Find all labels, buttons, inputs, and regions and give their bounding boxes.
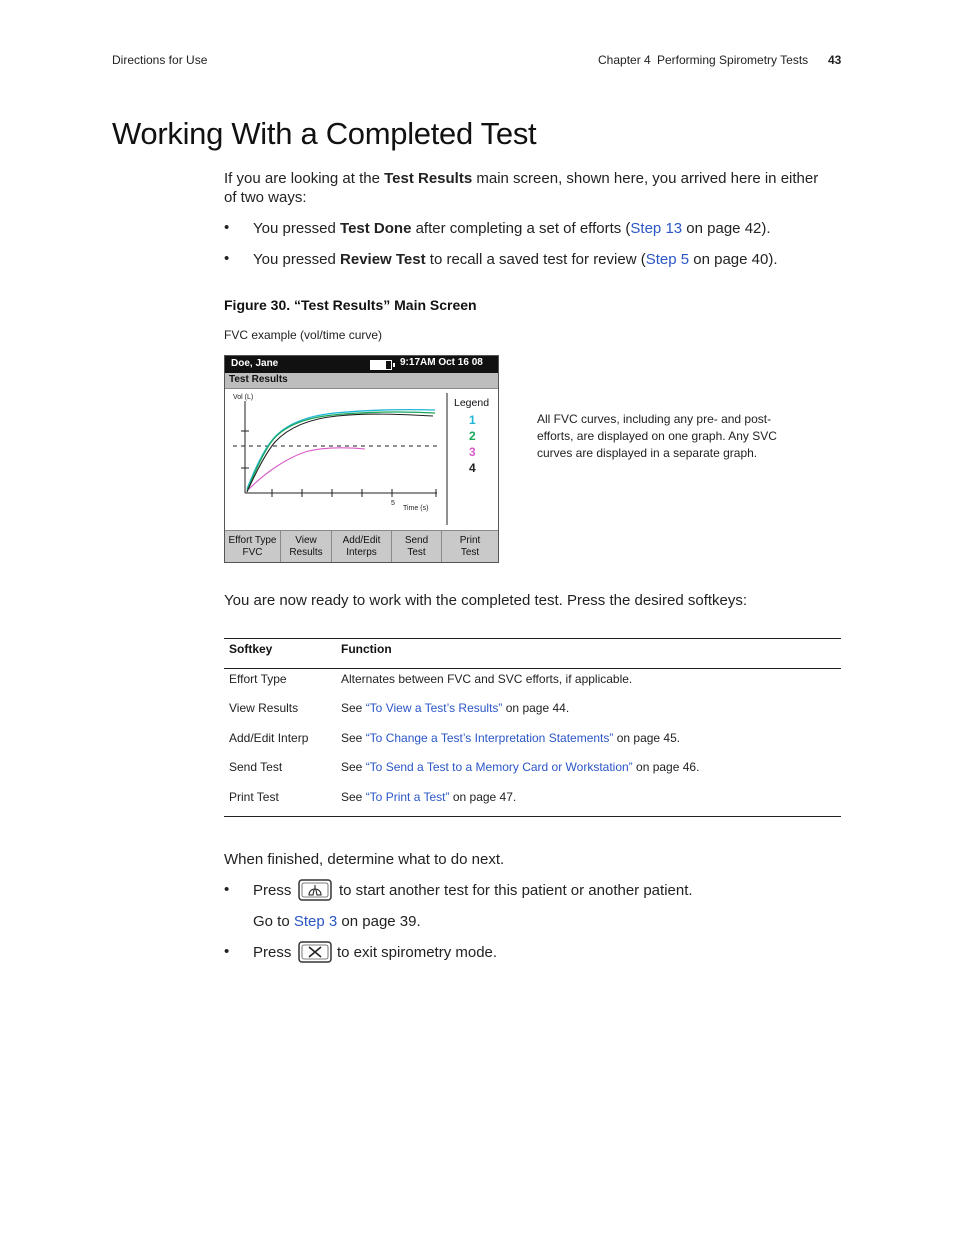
function-text: See (341, 790, 366, 804)
softkey-label: Test (460, 547, 480, 558)
finish-lead: When finished, determine what to do next. (224, 851, 505, 868)
legend-item-4: 4 (469, 461, 476, 475)
table-cell-function (341, 760, 699, 774)
x-tick-label: 5 (391, 500, 395, 507)
step-13-link[interactable]: Step 13 (630, 220, 683, 237)
screen-status-bar (225, 356, 498, 373)
function-text: on page 47. (449, 790, 517, 804)
bullet-test-done (253, 219, 771, 238)
curve-4 (247, 414, 433, 492)
bullet-marker: • (224, 881, 230, 898)
running-header-chapter: Chapter 4 (598, 53, 651, 67)
bullet-text: on page 40). (689, 251, 778, 268)
new-test-key[interactable] (298, 879, 332, 901)
figure-sublabel: FVC example (vol/time curve) (224, 328, 383, 342)
figure-note: All FVC curves, including any pre- and post-efforts, are displayed on one graph. Any SVC curves are displayed in a separate graph. (537, 412, 777, 460)
table-cell-softkey: Send Test (229, 760, 283, 774)
function-text: Alternates between FVC and SVC efforts, if applicable. (341, 672, 633, 686)
exit-key[interactable] (298, 941, 332, 963)
step-5-link[interactable]: Step 5 (645, 251, 690, 268)
softkey-label: View (295, 535, 317, 546)
legend-item-1: 1 (469, 413, 476, 427)
intro-text-2: main screen, shown here, you arrived here in either (472, 170, 819, 187)
softkey-label: Interps (346, 547, 377, 558)
interp-link[interactable]: “To Change a Test’s Interpretation Statements” (365, 731, 614, 745)
running-header-left: Directions for Use (112, 53, 208, 67)
table-header-function: Function (341, 642, 392, 656)
y-axis-label: Vol (L) (233, 394, 254, 401)
bullet-bold: Test Done (340, 220, 412, 237)
legend-item-3: 3 (469, 445, 476, 459)
bullet-review-test (253, 250, 777, 269)
softkey-effort-type[interactable] (225, 531, 281, 562)
finish-bullet-2-text: to exit spirometry mode. (337, 944, 498, 961)
clock-text: 9:17AM Oct 16 08 (400, 357, 483, 368)
lungs-icon (298, 879, 332, 901)
table-cell-softkey: Add/Edit Interp (229, 731, 309, 745)
table-cell-function (341, 731, 680, 745)
table-cell-softkey: Print Test (229, 790, 279, 804)
print-test-link[interactable]: “To Print a Test” (365, 790, 450, 804)
finish-bullet-2: Press (253, 944, 292, 961)
function-text: See (341, 731, 366, 745)
bullet-text: You pressed (253, 251, 341, 268)
curve-1 (247, 410, 435, 489)
softkey-label: Effort Type (228, 535, 277, 546)
softkey-print-test[interactable] (442, 531, 498, 562)
device-screen (224, 355, 499, 563)
legend-title: Legend (454, 397, 490, 409)
softkey-label: Test (407, 547, 426, 558)
page-title: Working With a Completed Test (112, 116, 537, 151)
patient-name: Doe, Jane (231, 358, 279, 369)
goto-text: on page 39. (337, 913, 421, 930)
step-3-link[interactable]: Step 3 (293, 913, 338, 930)
table-bottom-rule (224, 816, 841, 817)
softkey-bar (225, 530, 498, 562)
table-cell-function (341, 790, 516, 804)
softkey-label: Print (459, 535, 481, 546)
table-header-softkey: Softkey (229, 642, 273, 656)
running-header-section: Performing Spirometry Tests (657, 53, 809, 67)
softkey-view-results[interactable] (281, 531, 332, 562)
view-results-link[interactable]: “To View a Test’s Results” (365, 701, 503, 715)
screen-title-bar (225, 373, 498, 389)
curve-2 (247, 412, 435, 491)
table-cell-softkey: View Results (229, 701, 299, 715)
table-top-rule (224, 638, 841, 639)
intro-bold: Test Results (384, 170, 473, 187)
intro-text: If you are looking at the (224, 170, 385, 187)
function-text: on page 44. (502, 701, 570, 715)
send-test-link[interactable]: “To Send a Test to a Memory Card or Workstation” (365, 760, 633, 774)
bullet-text: to recall a saved test for review ( (425, 251, 646, 268)
bullet-marker: • (224, 219, 230, 236)
battery-icon (370, 360, 392, 370)
volume-time-graph (225, 389, 498, 529)
softkey-label: Add/Edit (342, 535, 381, 546)
figure-caption: Figure 30. “Test Results” Main Screen (224, 297, 477, 313)
finish-bullet-1: Press (253, 882, 292, 899)
table-cell-function (341, 672, 632, 686)
bullet-marker: • (224, 250, 230, 267)
softkey-label: FVC (242, 547, 263, 558)
table-cell-function (341, 701, 569, 715)
ready-text: You are now ready to work with the completed test. Press the desired softkeys: (224, 592, 748, 609)
softkey-label: Results (289, 547, 323, 558)
close-icon (298, 941, 332, 963)
bullet-text: on page 42). (682, 220, 771, 237)
screen-title: Test Results (229, 374, 288, 385)
bullet-bold: Review Test (340, 251, 426, 268)
bullet-text: after completing a set of efforts ( (411, 220, 631, 237)
table-header-rule (224, 668, 841, 669)
page-number: 43 (828, 53, 842, 67)
table-cell-softkey: Effort Type (229, 672, 287, 686)
finish-bullet-1-text: to start another test for this patient or another patient. (339, 882, 693, 899)
function-text: See (341, 760, 366, 774)
intro-paragraph (224, 169, 844, 207)
softkey-label: Send (404, 535, 429, 546)
softkey-send-test[interactable] (392, 531, 442, 562)
bullet-text: You pressed (253, 220, 341, 237)
bullet-marker: • (224, 943, 230, 960)
function-text: on page 46. (632, 760, 700, 774)
softkey-add-edit-interps[interactable] (332, 531, 392, 562)
function-text: See (341, 701, 366, 715)
function-text: on page 45. (613, 731, 681, 745)
x-axis-label: Time (s) (403, 505, 429, 512)
goto-step-3 (253, 912, 421, 931)
intro-text-3: of two ways: (224, 189, 307, 206)
goto-text: Go to (253, 913, 294, 930)
legend-item-2: 2 (469, 429, 476, 443)
